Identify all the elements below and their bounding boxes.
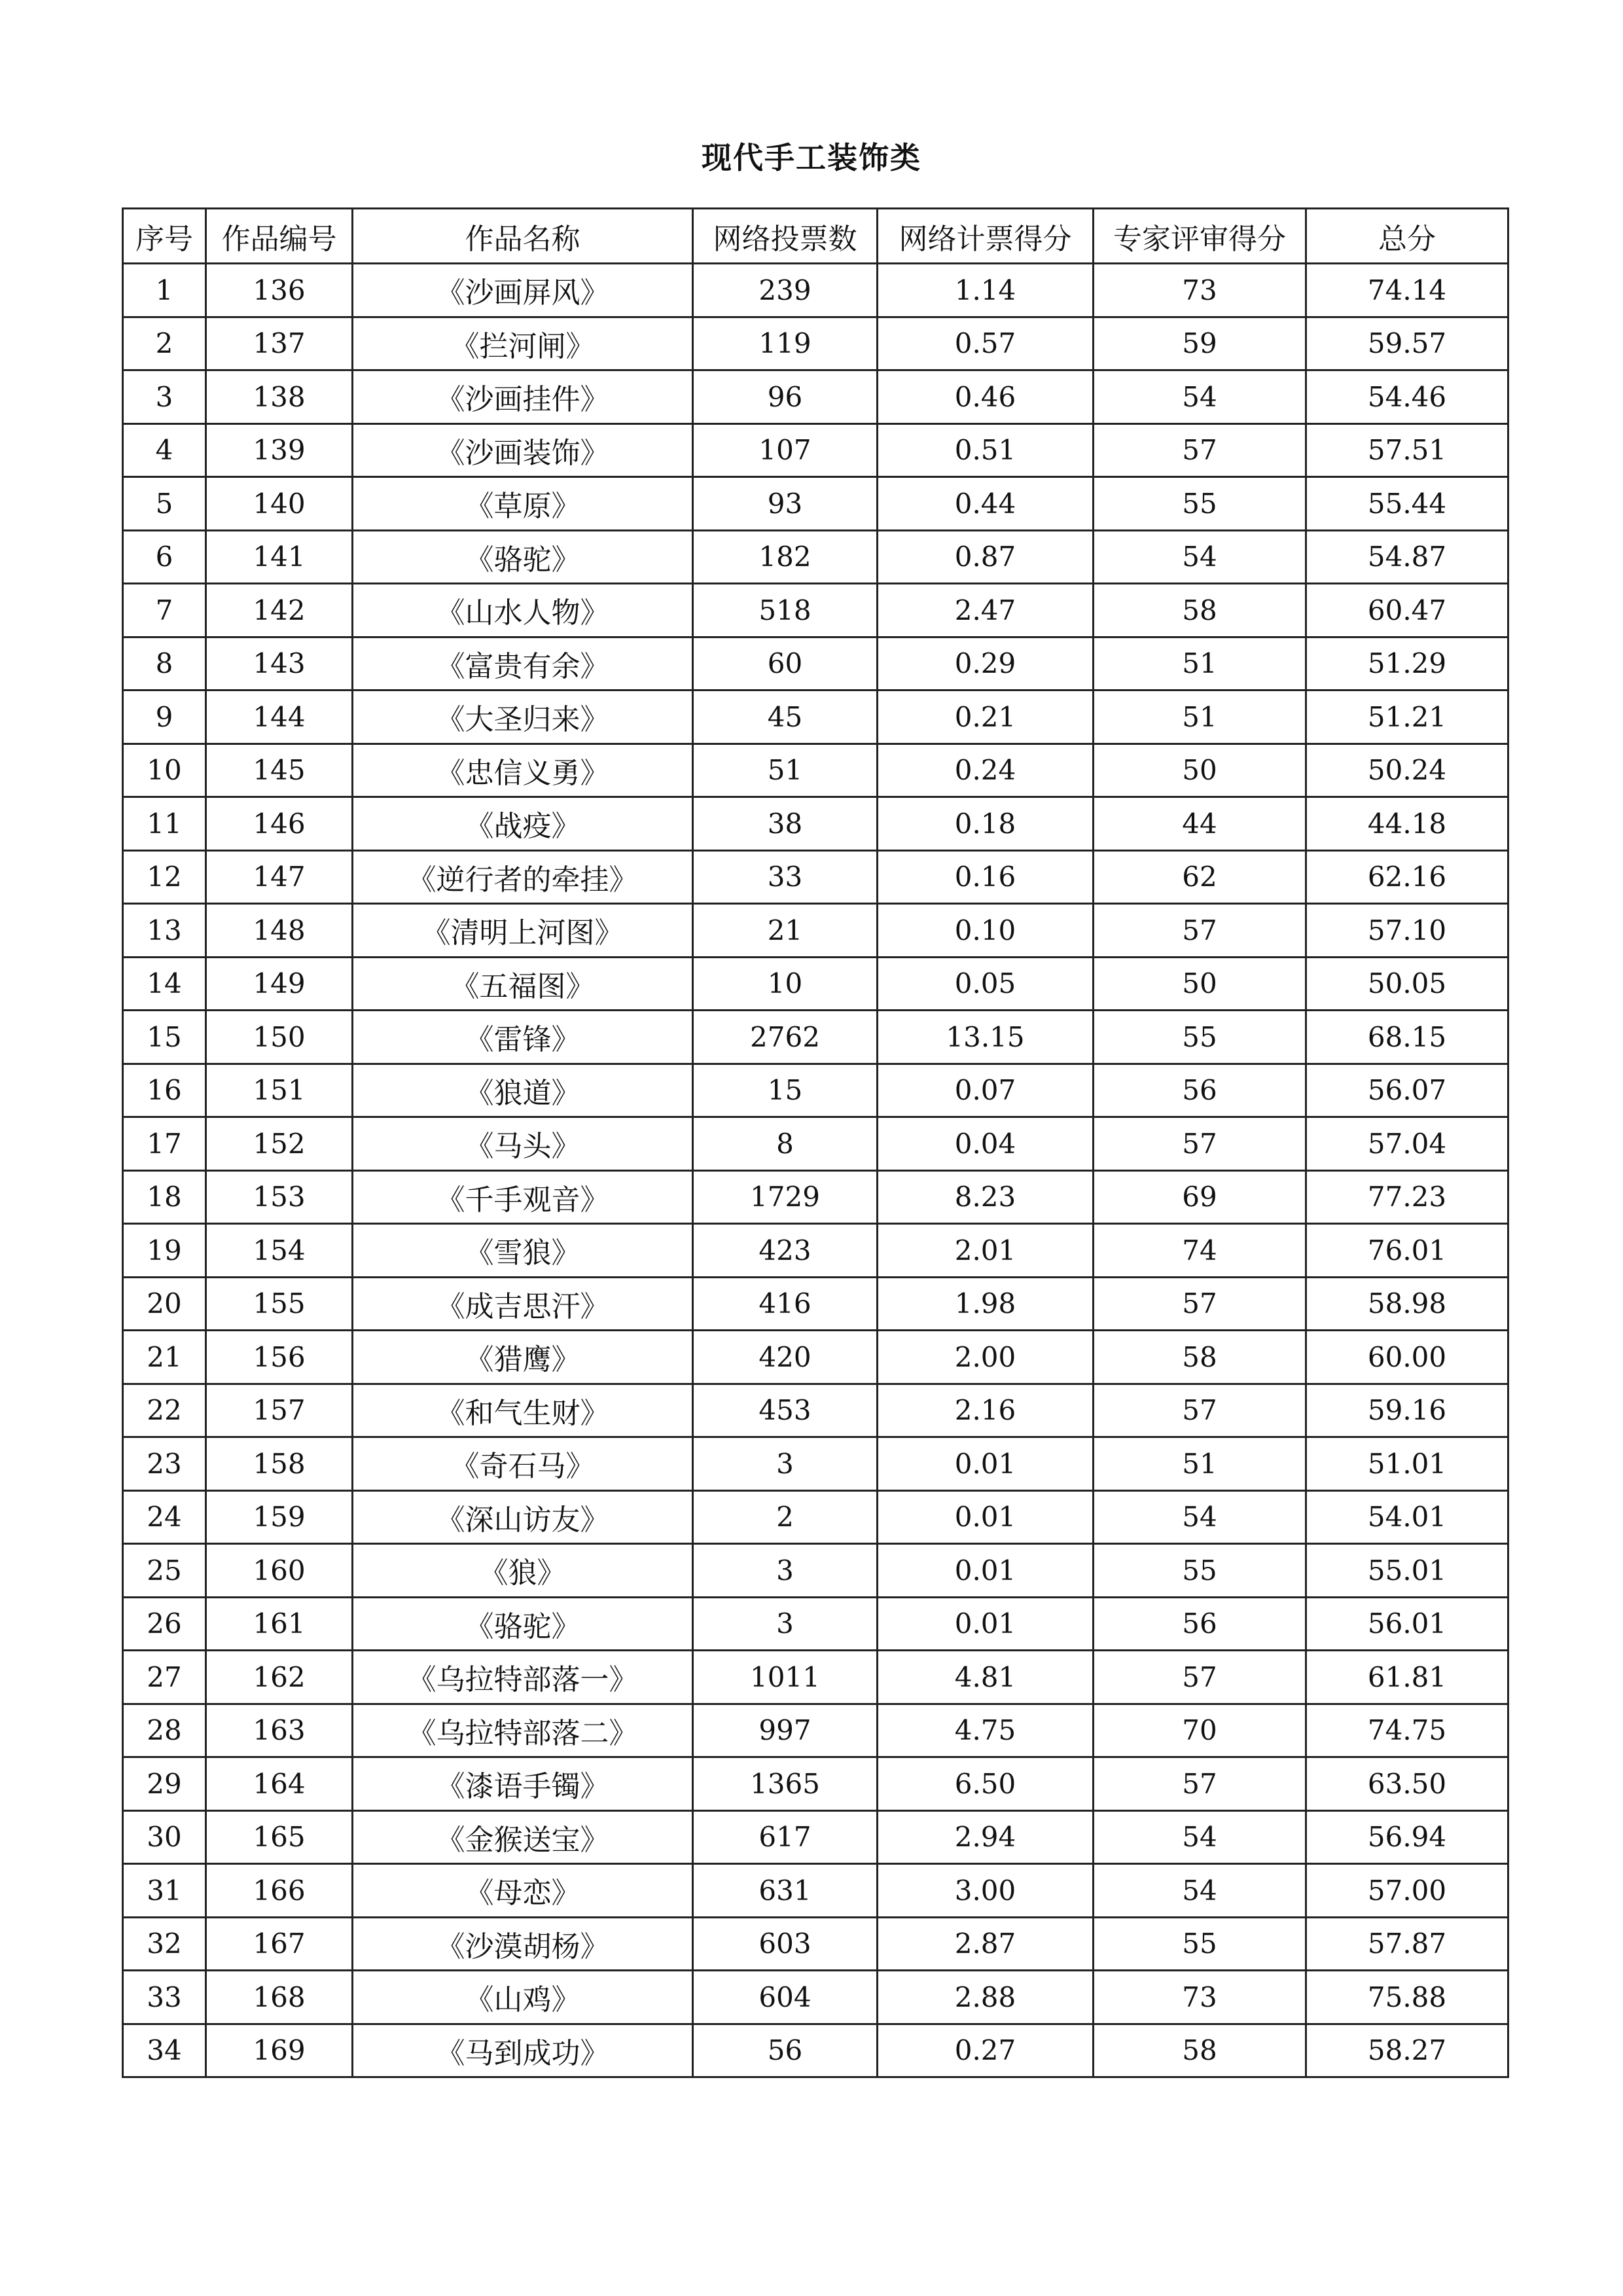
table-row	[123, 1597, 1508, 1651]
cell-expert-score: 56	[1094, 1597, 1306, 1651]
cell-work-id: 140	[206, 477, 353, 531]
cell-total-score: 57.10	[1306, 904, 1508, 958]
cell-index: 4	[123, 423, 206, 477]
cell-online-votes: 518	[693, 584, 878, 637]
cell-work-name: 《成吉思汗》	[353, 1277, 693, 1331]
cell-online-votes: 3	[693, 1437, 878, 1491]
cell-expert-score: 57	[1094, 1117, 1306, 1171]
cell-total-score: 55.44	[1306, 477, 1508, 531]
cell-work-id: 157	[206, 1384, 353, 1437]
cell-work-id: 142	[206, 584, 353, 637]
cell-index: 9	[123, 691, 206, 744]
table-row	[123, 1704, 1508, 1757]
cell-total-score: 57.87	[1306, 1917, 1508, 1971]
cell-total-score: 76.01	[1306, 1224, 1508, 1278]
cell-work-id: 165	[206, 1810, 353, 1864]
cell-work-name: 《雷锋》	[353, 1011, 693, 1064]
cell-expert-score: 57	[1094, 1277, 1306, 1331]
table-row	[123, 317, 1508, 370]
cell-online-votes: 93	[693, 477, 878, 531]
cell-work-name: 《逆行者的牵挂》	[353, 850, 693, 904]
cell-total-score: 44.18	[1306, 797, 1508, 851]
cell-work-name: 《沙漠胡杨》	[353, 1917, 693, 1971]
cell-expert-score: 70	[1094, 1704, 1306, 1757]
cell-index: 28	[123, 1704, 206, 1757]
table-row	[123, 1064, 1508, 1117]
cell-index: 15	[123, 1011, 206, 1064]
page-title: 现代手工装饰类	[702, 140, 921, 175]
cell-work-id: 163	[206, 1704, 353, 1757]
cell-online-votes: 15	[693, 1064, 878, 1117]
cell-online-score: 1.14	[878, 264, 1094, 317]
cell-online-votes: 631	[693, 1864, 878, 1918]
table-row	[123, 1971, 1508, 2024]
header-work-id: 作品编号	[206, 209, 353, 264]
cell-total-score: 58.27	[1306, 2024, 1508, 2077]
cell-online-score: 0.51	[878, 423, 1094, 477]
table-row	[123, 1117, 1508, 1171]
cell-expert-score: 54	[1094, 1864, 1306, 1918]
cell-work-name: 《马头》	[353, 1117, 693, 1171]
cell-total-score: 51.21	[1306, 691, 1508, 744]
cell-expert-score: 55	[1094, 477, 1306, 531]
cell-online-votes: 2	[693, 1490, 878, 1544]
cell-online-votes: 119	[693, 317, 878, 370]
cell-online-score: 0.21	[878, 691, 1094, 744]
table-row	[123, 637, 1508, 691]
cell-total-score: 56.07	[1306, 1064, 1508, 1117]
cell-online-score: 2.01	[878, 1224, 1094, 1278]
cell-total-score: 51.01	[1306, 1437, 1508, 1491]
cell-index: 33	[123, 1971, 206, 2024]
cell-online-score: 1.98	[878, 1277, 1094, 1331]
cell-expert-score: 54	[1094, 530, 1306, 584]
cell-index: 26	[123, 1597, 206, 1651]
cell-online-score: 6.50	[878, 1757, 1094, 1811]
cell-work-id: 167	[206, 1917, 353, 1971]
cell-online-score: 2.47	[878, 584, 1094, 637]
cell-work-id: 166	[206, 1864, 353, 1918]
table-row	[123, 957, 1508, 1011]
cell-work-name: 《沙画装饰》	[353, 423, 693, 477]
cell-expert-score: 51	[1094, 1437, 1306, 1491]
cell-total-score: 59.57	[1306, 317, 1508, 370]
cell-online-votes: 60	[693, 637, 878, 691]
cell-online-score: 2.88	[878, 1971, 1094, 2024]
table-row	[123, 797, 1508, 851]
cell-online-votes: 453	[693, 1384, 878, 1437]
cell-index: 6	[123, 530, 206, 584]
cell-work-id: 147	[206, 850, 353, 904]
cell-online-score: 0.27	[878, 2024, 1094, 2077]
cell-online-score: 2.94	[878, 1810, 1094, 1864]
cell-online-score: 0.16	[878, 850, 1094, 904]
cell-work-id: 162	[206, 1651, 353, 1704]
cell-work-id: 169	[206, 2024, 353, 2077]
cell-work-name: 《马到成功》	[353, 2024, 693, 2077]
cell-online-votes: 107	[693, 423, 878, 477]
cell-work-name: 《骆驼》	[353, 530, 693, 584]
cell-online-score: 0.24	[878, 744, 1094, 797]
table-row	[123, 1384, 1508, 1437]
table-row	[123, 1864, 1508, 1918]
cell-total-score: 77.23	[1306, 1170, 1508, 1224]
cell-total-score: 56.94	[1306, 1810, 1508, 1864]
cell-work-name: 《富贵有余》	[353, 637, 693, 691]
cell-online-score: 8.23	[878, 1170, 1094, 1224]
cell-index: 32	[123, 1917, 206, 1971]
cell-work-name: 《和气生财》	[353, 1384, 693, 1437]
cell-total-score: 74.75	[1306, 1704, 1508, 1757]
table-row	[123, 477, 1508, 531]
cell-index: 23	[123, 1437, 206, 1491]
cell-expert-score: 58	[1094, 584, 1306, 637]
cell-work-name: 《草原》	[353, 477, 693, 531]
cell-work-id: 138	[206, 370, 353, 424]
cell-online-score: 2.87	[878, 1917, 1094, 1971]
cell-expert-score: 57	[1094, 904, 1306, 958]
cell-index: 3	[123, 370, 206, 424]
cell-work-name: 《五福图》	[353, 957, 693, 1011]
cell-work-name: 《沙画挂件》	[353, 370, 693, 424]
cell-expert-score: 54	[1094, 1490, 1306, 1544]
table-row	[123, 2024, 1508, 2077]
table-row	[123, 1651, 1508, 1704]
cell-online-votes: 8	[693, 1117, 878, 1171]
cell-online-votes: 45	[693, 691, 878, 744]
cell-index: 19	[123, 1224, 206, 1278]
cell-total-score: 58.98	[1306, 1277, 1508, 1331]
cell-total-score: 57.51	[1306, 423, 1508, 477]
table-row	[123, 1757, 1508, 1811]
cell-total-score: 68.15	[1306, 1011, 1508, 1064]
cell-expert-score: 55	[1094, 1011, 1306, 1064]
cell-online-votes: 56	[693, 2024, 878, 2077]
header-online-score: 网络计票得分	[878, 209, 1094, 264]
cell-total-score: 51.29	[1306, 637, 1508, 691]
cell-online-votes: 416	[693, 1277, 878, 1331]
cell-expert-score: 51	[1094, 637, 1306, 691]
cell-index: 7	[123, 584, 206, 637]
cell-work-id: 153	[206, 1170, 353, 1224]
cell-index: 30	[123, 1810, 206, 1864]
cell-work-name: 《母恋》	[353, 1864, 693, 1918]
cell-expert-score: 58	[1094, 2024, 1306, 2077]
header-work-name: 作品名称	[353, 209, 693, 264]
cell-total-score: 59.16	[1306, 1384, 1508, 1437]
cell-work-name: 《山鸡》	[353, 1971, 693, 2024]
cell-index: 16	[123, 1064, 206, 1117]
cell-total-score: 54.01	[1306, 1490, 1508, 1544]
cell-index: 12	[123, 850, 206, 904]
table-row	[123, 530, 1508, 584]
table-row	[123, 1437, 1508, 1491]
cell-online-votes: 10	[693, 957, 878, 1011]
cell-work-id: 152	[206, 1117, 353, 1171]
cell-index: 24	[123, 1490, 206, 1544]
cell-online-score: 0.10	[878, 904, 1094, 958]
cell-online-votes: 96	[693, 370, 878, 424]
cell-online-votes: 239	[693, 264, 878, 317]
cell-online-score: 0.04	[878, 1117, 1094, 1171]
table-row	[123, 1224, 1508, 1278]
header-expert-score: 专家评审得分	[1094, 209, 1306, 264]
cell-index: 25	[123, 1544, 206, 1598]
cell-online-score: 0.46	[878, 370, 1094, 424]
cell-work-id: 148	[206, 904, 353, 958]
cell-expert-score: 73	[1094, 264, 1306, 317]
cell-online-score: 0.29	[878, 637, 1094, 691]
cell-work-id: 158	[206, 1437, 353, 1491]
cell-expert-score: 62	[1094, 850, 1306, 904]
cell-index: 20	[123, 1277, 206, 1331]
cell-index: 18	[123, 1170, 206, 1224]
cell-expert-score: 56	[1094, 1064, 1306, 1117]
cell-index: 14	[123, 957, 206, 1011]
cell-work-name: 《千手观音》	[353, 1170, 693, 1224]
cell-online-score: 2.00	[878, 1331, 1094, 1384]
table-row	[123, 1490, 1508, 1544]
cell-index: 31	[123, 1864, 206, 1918]
cell-total-score: 50.05	[1306, 957, 1508, 1011]
cell-total-score: 56.01	[1306, 1597, 1508, 1651]
cell-total-score: 54.87	[1306, 530, 1508, 584]
cell-expert-score: 55	[1094, 1544, 1306, 1598]
cell-work-name: 《拦河闸》	[353, 317, 693, 370]
cell-online-score: 0.87	[878, 530, 1094, 584]
cell-expert-score: 73	[1094, 1971, 1306, 2024]
table-header-row	[123, 209, 1508, 264]
header-index: 序号	[123, 209, 206, 264]
cell-work-name: 《乌拉特部落二》	[353, 1704, 693, 1757]
cell-work-id: 139	[206, 423, 353, 477]
cell-online-score: 0.57	[878, 317, 1094, 370]
cell-work-id: 151	[206, 1064, 353, 1117]
cell-total-score: 60.00	[1306, 1331, 1508, 1384]
cell-work-name: 《漆语手镯》	[353, 1757, 693, 1811]
cell-total-score: 54.46	[1306, 370, 1508, 424]
cell-work-id: 154	[206, 1224, 353, 1278]
cell-work-id: 168	[206, 1971, 353, 2024]
table-row	[123, 744, 1508, 797]
cell-total-score: 63.50	[1306, 1757, 1508, 1811]
cell-work-id: 149	[206, 957, 353, 1011]
cell-expert-score: 54	[1094, 370, 1306, 424]
cell-work-name: 《奇石马》	[353, 1437, 693, 1491]
cell-expert-score: 51	[1094, 691, 1306, 744]
cell-expert-score: 55	[1094, 1917, 1306, 1971]
cell-expert-score: 74	[1094, 1224, 1306, 1278]
cell-work-name: 《猎鹰》	[353, 1331, 693, 1384]
cell-work-id: 146	[206, 797, 353, 851]
cell-total-score: 57.04	[1306, 1117, 1508, 1171]
table-row	[123, 1170, 1508, 1224]
cell-work-name: 《雪狼》	[353, 1224, 693, 1278]
cell-index: 10	[123, 744, 206, 797]
table-row	[123, 850, 1508, 904]
cell-online-votes: 997	[693, 1704, 878, 1757]
header-online-votes: 网络投票数	[693, 209, 878, 264]
cell-expert-score: 50	[1094, 957, 1306, 1011]
cell-online-score: 0.01	[878, 1544, 1094, 1598]
cell-online-votes: 1011	[693, 1651, 878, 1704]
cell-work-id: 156	[206, 1331, 353, 1384]
cell-work-name: 《深山访友》	[353, 1490, 693, 1544]
cell-online-votes: 1729	[693, 1170, 878, 1224]
cell-work-name: 《乌拉特部落一》	[353, 1651, 693, 1704]
cell-online-score: 0.01	[878, 1437, 1094, 1491]
cell-online-score: 0.44	[878, 477, 1094, 531]
cell-work-name: 《清明上河图》	[353, 904, 693, 958]
cell-index: 5	[123, 477, 206, 531]
cell-total-score: 75.88	[1306, 1971, 1508, 2024]
cell-work-id: 161	[206, 1597, 353, 1651]
cell-index: 21	[123, 1331, 206, 1384]
table-row	[123, 1810, 1508, 1864]
table-row	[123, 423, 1508, 477]
cell-total-score: 60.47	[1306, 584, 1508, 637]
table-row	[123, 1544, 1508, 1598]
cell-index: 27	[123, 1651, 206, 1704]
score-table	[122, 207, 1509, 2078]
table-body	[123, 264, 1508, 2077]
cell-expert-score: 69	[1094, 1170, 1306, 1224]
cell-online-votes: 423	[693, 1224, 878, 1278]
header-total-score: 总分	[1306, 209, 1508, 264]
cell-index: 22	[123, 1384, 206, 1437]
cell-online-votes: 603	[693, 1917, 878, 1971]
cell-online-score: 4.75	[878, 1704, 1094, 1757]
table-row	[123, 370, 1508, 424]
cell-index: 2	[123, 317, 206, 370]
cell-work-name: 《狼》	[353, 1544, 693, 1598]
cell-online-score: 3.00	[878, 1864, 1094, 1918]
cell-online-votes: 51	[693, 744, 878, 797]
cell-work-id: 136	[206, 264, 353, 317]
cell-online-score: 0.05	[878, 957, 1094, 1011]
table-row	[123, 1917, 1508, 1971]
cell-index: 17	[123, 1117, 206, 1171]
cell-online-score: 0.18	[878, 797, 1094, 851]
cell-expert-score: 58	[1094, 1331, 1306, 1384]
table-row	[123, 1011, 1508, 1064]
cell-index: 8	[123, 637, 206, 691]
table-row	[123, 264, 1508, 317]
cell-work-name: 《沙画屏风》	[353, 264, 693, 317]
cell-total-score: 55.01	[1306, 1544, 1508, 1598]
cell-expert-score: 50	[1094, 744, 1306, 797]
cell-work-name: 《战疫》	[353, 797, 693, 851]
cell-expert-score: 57	[1094, 1757, 1306, 1811]
cell-index: 11	[123, 797, 206, 851]
cell-work-name: 《忠信义勇》	[353, 744, 693, 797]
cell-total-score: 61.81	[1306, 1651, 1508, 1704]
table-row	[123, 1277, 1508, 1331]
cell-work-id: 141	[206, 530, 353, 584]
cell-total-score: 57.00	[1306, 1864, 1508, 1918]
cell-total-score: 74.14	[1306, 264, 1508, 317]
cell-work-id: 159	[206, 1490, 353, 1544]
cell-index: 13	[123, 904, 206, 958]
cell-online-votes: 2762	[693, 1011, 878, 1064]
cell-work-name: 《骆驼》	[353, 1597, 693, 1651]
table-row	[123, 1331, 1508, 1384]
cell-work-id: 160	[206, 1544, 353, 1598]
cell-index: 1	[123, 264, 206, 317]
cell-work-id: 144	[206, 691, 353, 744]
cell-online-votes: 3	[693, 1544, 878, 1598]
cell-work-name: 《大圣归来》	[353, 691, 693, 744]
cell-expert-score: 57	[1094, 1651, 1306, 1704]
cell-online-score: 0.01	[878, 1490, 1094, 1544]
cell-index: 34	[123, 2024, 206, 2077]
cell-expert-score: 54	[1094, 1810, 1306, 1864]
cell-work-id: 155	[206, 1277, 353, 1331]
cell-work-id: 137	[206, 317, 353, 370]
cell-work-name: 《金猴送宝》	[353, 1810, 693, 1864]
cell-online-votes: 33	[693, 850, 878, 904]
cell-online-votes: 3	[693, 1597, 878, 1651]
cell-online-votes: 21	[693, 904, 878, 958]
cell-expert-score: 44	[1094, 797, 1306, 851]
cell-expert-score: 57	[1094, 1384, 1306, 1437]
cell-work-id: 150	[206, 1011, 353, 1064]
cell-online-votes: 604	[693, 1971, 878, 2024]
table-row	[123, 691, 1508, 744]
table-row	[123, 584, 1508, 637]
cell-expert-score: 59	[1094, 317, 1306, 370]
cell-work-id: 145	[206, 744, 353, 797]
cell-online-score: 13.15	[878, 1011, 1094, 1064]
cell-work-name: 《山水人物》	[353, 584, 693, 637]
table-row	[123, 904, 1508, 958]
cell-online-score: 0.01	[878, 1597, 1094, 1651]
cell-online-votes: 1365	[693, 1757, 878, 1811]
cell-total-score: 62.16	[1306, 850, 1508, 904]
cell-online-score: 2.16	[878, 1384, 1094, 1437]
cell-expert-score: 57	[1094, 423, 1306, 477]
cell-work-name: 《狼道》	[353, 1064, 693, 1117]
cell-online-votes: 38	[693, 797, 878, 851]
cell-online-votes: 182	[693, 530, 878, 584]
cell-online-votes: 617	[693, 1810, 878, 1864]
cell-online-votes: 420	[693, 1331, 878, 1384]
cell-online-score: 4.81	[878, 1651, 1094, 1704]
cell-total-score: 50.24	[1306, 744, 1508, 797]
cell-work-id: 164	[206, 1757, 353, 1811]
cell-work-id: 143	[206, 637, 353, 691]
cell-index: 29	[123, 1757, 206, 1811]
cell-online-score: 0.07	[878, 1064, 1094, 1117]
